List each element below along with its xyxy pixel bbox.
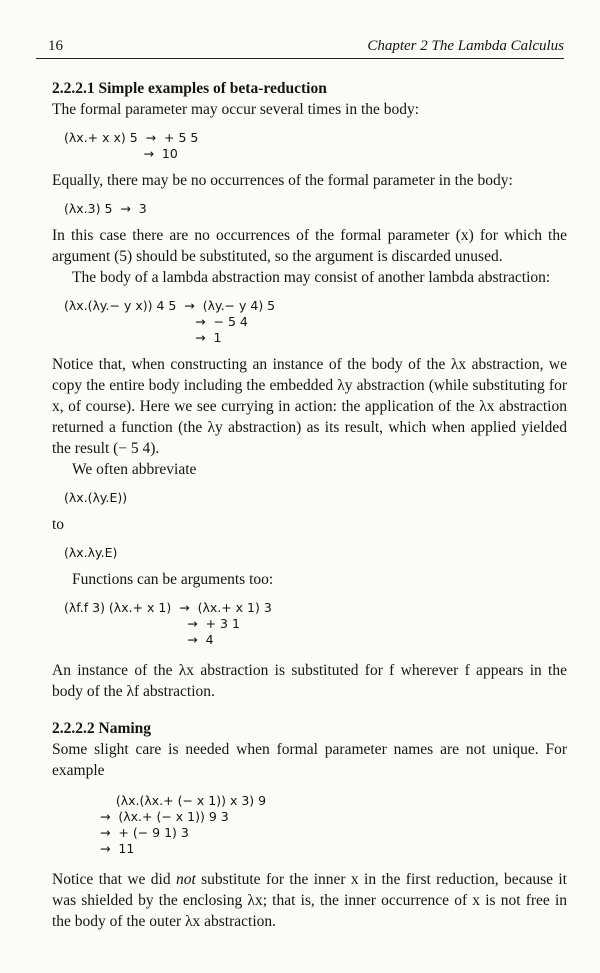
section-heading-beta-reduction: 2.2.2.1 Simple examples of beta-reduction (52, 80, 327, 97)
code-line: (λx.(λy.E)) (64, 490, 128, 505)
code-block (64, 600, 567, 648)
paragraph: In this case there are no occurrences of the formal parameter (x) for which the argument (5) should be substituted, so the argument is discarded unused. (52, 227, 567, 265)
section-heading-naming: 2.2.2.2 Naming (52, 720, 152, 737)
code-block (92, 793, 567, 857)
paragraph: Notice that, when constructing an instance of the body of the λx abstraction, we copy the entire body including the embedded λy abstraction (while substituting for x, of course). Here we see currying in action: the application of the λx abstraction returned a function (the λy abstraction) as its result, which when applied yielded the result (− 5 4). (52, 356, 567, 457)
code-line: (λx.(λy.− y x)) 4 5 → (λy.− y 4) 5 (64, 298, 276, 313)
paragraph: Some slight care is needed when formal parameter names are not unique. For example (52, 741, 567, 779)
code-block (64, 201, 567, 217)
code-block (64, 490, 567, 506)
emphasis: not (175, 871, 196, 888)
code-line: → − 5 4 (64, 314, 248, 329)
code-line: → + 3 1 (64, 616, 240, 631)
code-line: (λx.+ x x) 5 → + 5 5 (64, 130, 199, 145)
text-run: substitute for the inner x in the first reduction, because it was shielded by the enclosing λx; that is, the inner occurrence of x is not free in the body of the outer λx abstraction. (52, 871, 567, 930)
running-header (36, 28, 564, 59)
code-block (64, 298, 567, 346)
paragraph: We often abbreviate (72, 461, 197, 478)
paragraph: The body of a lambda abstraction may consist of another lambda abstraction: (72, 269, 551, 286)
code-line: (λx.(λx.+ (− x 1)) x 3) 9 (92, 793, 267, 808)
paragraph: to (52, 516, 65, 533)
code-line: (λx.3) 5 → 3 (64, 201, 147, 216)
running-title: Chapter 2 The Lambda Calculus (367, 38, 564, 54)
code-line: → 4 (64, 632, 214, 647)
code-block (64, 130, 567, 162)
code-line: → (λx.+ (− x 1)) 9 3 (92, 809, 229, 824)
code-line: → + (− 9 1) 3 (92, 825, 189, 840)
paragraph: An instance of the λx abstraction is substituted for f wherever f appears in the body of the λf abstraction. (52, 662, 567, 700)
code-line: → 11 (92, 841, 135, 856)
paragraph: Functions can be arguments too: (72, 571, 274, 588)
paragraph (52, 869, 567, 932)
text-run: Notice that we did (52, 871, 176, 888)
code-line: → 1 (64, 330, 222, 345)
page-body (52, 78, 567, 932)
paragraph: Equally, there may be no occurrences of the formal parameter in the body: (52, 172, 513, 189)
code-block (64, 545, 567, 561)
code-line: → 10 (64, 146, 178, 161)
page-number: 16 (48, 38, 63, 54)
code-line: (λx.λy.E) (64, 545, 118, 560)
code-line: (λf.f 3) (λx.+ x 1) → (λx.+ x 1) 3 (64, 600, 272, 615)
paragraph: The formal parameter may occur several times in the body: (52, 101, 420, 118)
